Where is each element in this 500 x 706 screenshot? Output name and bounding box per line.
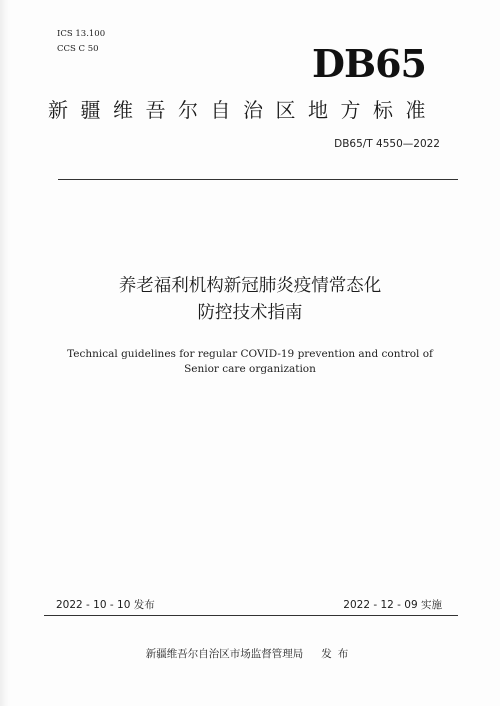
issuing-authority xyxy=(0,647,500,661)
english-title-line-2: Senior care organization xyxy=(184,363,316,375)
scan-edge-shadow xyxy=(0,0,10,706)
chinese-title xyxy=(60,273,440,327)
issuing-authority-name: 新疆维吾尔自治区市场监督管理局 xyxy=(145,648,304,660)
ccs-code: CCS C 50 xyxy=(57,44,99,54)
bottom-divider xyxy=(44,615,458,616)
top-divider xyxy=(58,179,458,180)
issue-date: 2022 - 10 - 10 发布 xyxy=(56,599,155,611)
classification-codes xyxy=(57,27,105,57)
ics-code: ICS 13.100 xyxy=(57,29,106,39)
english-title-line-1: Technical guidelines for regular COVID-19 prevention and control of xyxy=(67,348,433,360)
english-title xyxy=(50,347,450,377)
implementation-date: 2022 - 12 - 09 实施 xyxy=(343,599,442,611)
db65-logo: DB65 xyxy=(312,41,426,86)
standard-category-title: 新疆维吾尔自治区地方标准 xyxy=(48,98,438,122)
issuing-authority-verb: 发布 xyxy=(321,648,355,660)
chinese-title-line-1: 养老福利机构新冠肺炎疫情常态化 xyxy=(118,276,382,296)
chinese-title-line-2: 防控技术指南 xyxy=(197,303,303,323)
standard-number: DB65/T 4550—2022 xyxy=(334,138,440,150)
